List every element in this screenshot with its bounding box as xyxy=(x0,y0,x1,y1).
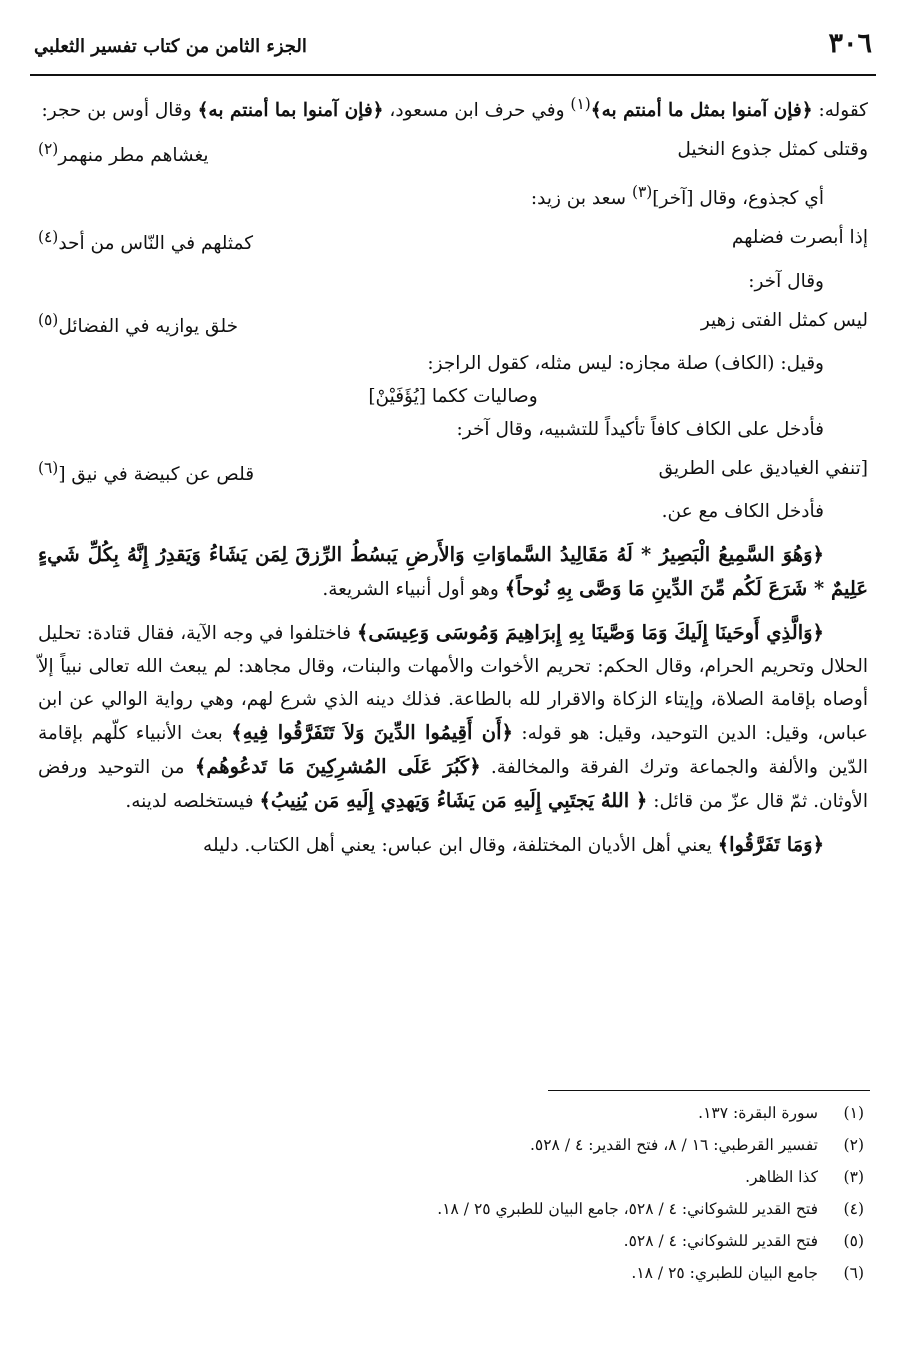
footnote-number: (٣) xyxy=(843,1168,864,1186)
footnote-number: (٦) xyxy=(843,1264,864,1282)
poem-verse xyxy=(38,452,868,491)
quran-verse: ﴿كَبُرَ عَلَى المُشرِكِينَ مَا تَدعُوهُم﴾ xyxy=(194,754,481,778)
footnote-text: فتح القدير للشوكاني: ٤ / ٥٢٨. xyxy=(623,1232,818,1250)
verse-second-hemistich xyxy=(38,133,209,172)
verse-first-hemistich: ليس كمثل الفتى زهير xyxy=(700,309,868,331)
page-header xyxy=(34,30,872,70)
footnote-number: (١) xyxy=(843,1104,864,1122)
text-run: وهو أول أنبياء الشريعة. xyxy=(322,578,505,600)
text-run: قلص عن كبيضة في نيق [ xyxy=(58,463,255,485)
text-run: يغشاهم مطر منهمر xyxy=(58,145,209,167)
footnote-ref: (٦) xyxy=(38,458,59,477)
text-run: فاختلفوا في وجه الآية، فقال قتادة: تحليل الحلال وتحريم الحرام، وقال الحكم: تحريم الأخوات والأمهات والبنات، وقال مجاهد: لم يبعث الله تعالى نبياً إلاّ أوصاه بإقامة الصلاة، وإيتاء الزكاة والاقرار لله بالطاعة. فذلك دينه الذي شرع لهم، وهي رواية الوالي عن ابن عباس، وقيل: الدين التوحيد، وقيل: هو قوله: xyxy=(38,622,869,744)
paragraph xyxy=(38,176,868,215)
footnote-number: (٥) xyxy=(843,1232,864,1250)
paragraph: فأدخل على الكاف كافاً تأكيداً للتشبيه، وقال آخر: xyxy=(456,418,824,440)
text-run: أي كجذوع، وقال [آخر] xyxy=(652,188,824,210)
footnote-text: تفسير القرطبي: ١٦ / ٨، فتح القدير: ٤ / ٥٢٨. xyxy=(529,1136,818,1154)
poem-verse xyxy=(38,304,868,343)
poem-verse xyxy=(38,133,868,172)
verse-first-hemistich: وقتلى كمثل جذوع النخيل xyxy=(677,139,868,161)
text-run: فيستخلصه لدينه. xyxy=(125,790,260,812)
text-run: خلق يوازيه في الفضائل xyxy=(58,315,239,337)
text-run: كمثلهم في النّاس من أحد xyxy=(58,233,254,255)
text-run: وفي حرف ابن مسعود، xyxy=(383,100,571,122)
paragraph xyxy=(38,616,868,818)
page-number: ٣٠٦ xyxy=(828,28,872,59)
verse-first-hemistich: [تنفي الغياديق على الطريق xyxy=(658,457,868,479)
footnote-ref: (٤) xyxy=(38,228,59,247)
poem-verse xyxy=(38,221,868,260)
paragraph xyxy=(38,88,868,127)
text-run: يعني أهل الأديان المختلفة، وقال ابن عباس: يعني أهل الكتاب. دليله xyxy=(203,834,718,856)
text-run: وقال أوس بن حجر: xyxy=(41,100,198,122)
text-run: كقوله: xyxy=(812,100,868,122)
footnote xyxy=(40,1257,864,1289)
footnote xyxy=(40,1161,864,1193)
paragraph: فأدخل الكاف مع عن. xyxy=(661,500,824,522)
main-text xyxy=(38,88,868,862)
running-title: الجزء الثامن من كتاب تفسير الثعلبي xyxy=(34,36,307,57)
footnote-text: سورة البقرة: ١٣٧. xyxy=(698,1104,818,1122)
footnote-text: فتح القدير للشوكاني: ٤ / ٥٢٨، جامع البيان للطبري ٢٥ / ١٨. xyxy=(437,1200,818,1218)
footnote-separator xyxy=(548,1090,870,1091)
footnote xyxy=(40,1193,864,1225)
paragraph xyxy=(38,538,868,606)
quran-verse: ﴿وَالَّذِي أَوحَينَا إِلَيكَ وَمَا وَصَّينَا بِهِ إِبرَاهِيمَ وَمُوسَى وَعِيسَى﴾ xyxy=(357,620,824,644)
quran-verse: ﴿ اللهُ يَجتَبِي إِلَيهِ مَن يَشَاءُ وَيَهدِي إِلَيهِ مَن يُنِيبُ﴾ xyxy=(259,788,648,812)
verse-second-hemistich xyxy=(38,221,253,260)
text-run: بعث الأنبياء كلّهم بإقامة الدّين والألفة والجماعة وترك الفرقة والمخالفة. xyxy=(38,722,869,778)
footnote xyxy=(40,1129,864,1161)
footnotes xyxy=(40,1097,864,1289)
footnote-text: جامع البيان للطبري: ٢٥ / ١٨. xyxy=(631,1264,818,1282)
paragraph xyxy=(38,828,868,862)
text-run: سعد بن زيد: xyxy=(530,188,632,210)
footnote-text: كذا الظاهر. xyxy=(745,1168,818,1186)
footnote xyxy=(40,1225,864,1257)
paragraph: وقال آخر: xyxy=(748,270,824,292)
rajaz-verse: وصاليات ككما [يُؤَفَيْنْ] xyxy=(368,385,538,407)
paragraph: وقيل: (الكاف) صلة مجازه: ليس مثله، كقول الراجز: xyxy=(427,352,824,374)
verse-second-hemistich xyxy=(38,452,254,491)
quran-verse: ﴿وَمَا تَفَرَّقُوا﴾ xyxy=(717,832,824,856)
verse-second-hemistich xyxy=(38,304,238,343)
text-run: من التوحيد ورفض الأوثان. ثمّ قال عزّ من قائل: xyxy=(38,756,868,812)
quote: ﴿فإن آمنوا بمثل ما أمنتم به﴾ xyxy=(590,100,813,122)
footnote-number: (٤) xyxy=(843,1200,864,1218)
footnote-ref: (٢) xyxy=(38,140,59,159)
footnote-ref: (٥) xyxy=(38,310,59,329)
quran-verse: ﴿وَهُوَ السَّمِيعُ الْبَصِيرُ * لَهُ مَقَالِيدُ السَّماوَاتِ وَالأَرضِ يَبسُطُ الرِّزقَ لِمَن يَشَاءُ وَيَقدِرُ إِنَّهُ بِكُلِّ شَيءٍ عَلِيمٌ * شَرَعَ لَكُم مِّنَ الدِّينِ مَا وَصَّى بِهِ نُوحاً﴾ xyxy=(38,542,868,600)
footnote-ref: (١) xyxy=(570,95,591,113)
footnote xyxy=(40,1097,864,1129)
footnote-number: (٢) xyxy=(843,1136,864,1154)
quote: ﴿فإن آمنوا بما أمنتم به﴾ xyxy=(197,100,384,122)
verse-first-hemistich: إذا أبصرت فضلهم xyxy=(731,227,868,249)
quran-verse: ﴿أَن أَقِيمُوا الدِّينَ وَلاَ تَتَفَرَّقُوا فِيهِ﴾ xyxy=(231,720,513,744)
header-rule xyxy=(30,74,876,76)
footnote-ref: (٣) xyxy=(631,183,653,202)
